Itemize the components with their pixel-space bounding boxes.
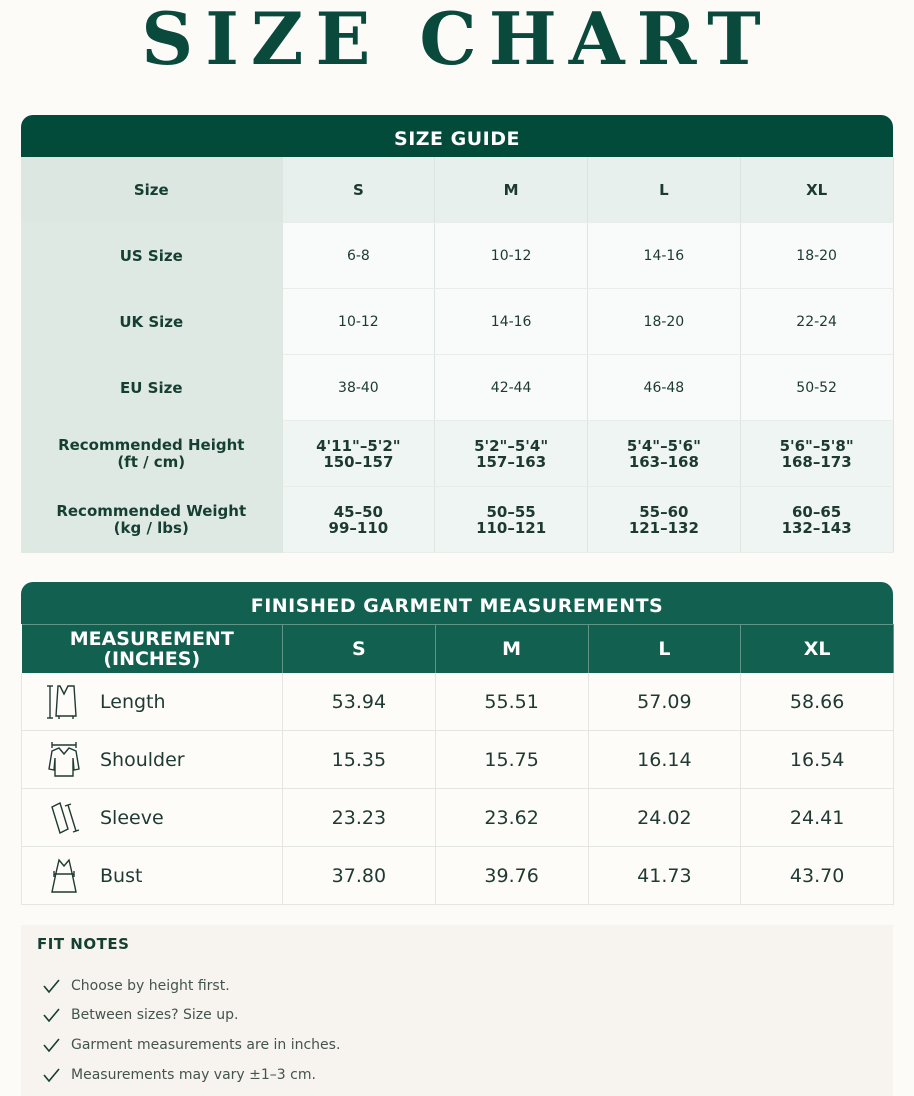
- header-cell: S: [283, 625, 436, 674]
- garment-measurements-heading: FINISHED GARMENT MEASUREMENTS: [21, 582, 893, 624]
- row-label-main: Recommended Weight: [56, 501, 247, 520]
- cell: [435, 421, 588, 487]
- row-label: UK Size: [21, 289, 282, 355]
- sleeve-icon: [46, 799, 82, 837]
- row-label-unit: (kg / lbs): [113, 518, 189, 537]
- cell: 42-44: [435, 355, 588, 421]
- table-row: [22, 731, 894, 789]
- cell: 58.66: [741, 673, 894, 731]
- cell: 14-16: [588, 223, 741, 289]
- cell: 24.02: [588, 789, 741, 847]
- cell: 23.62: [435, 789, 588, 847]
- cell: 15.35: [283, 731, 436, 789]
- measurement-label-cell: [22, 673, 283, 731]
- cell: [740, 421, 893, 487]
- list-item: [41, 1060, 340, 1090]
- cell-line: 99–110: [328, 518, 389, 537]
- size-guide-heading: SIZE GUIDE: [21, 115, 893, 157]
- fit-note-text: Measurements may vary ±1–3 cm.: [71, 1066, 316, 1083]
- cell-line: 150–157: [323, 452, 394, 471]
- cell-line: 5'4"–5'6": [626, 436, 701, 455]
- row-label: [21, 487, 282, 553]
- header-cell: M: [435, 157, 588, 223]
- table-row: [21, 355, 893, 421]
- header-cell: [22, 625, 283, 674]
- cell-line: 121–132: [628, 518, 699, 537]
- header-cell: M: [435, 625, 588, 674]
- cell: [588, 421, 741, 487]
- cell: 22-24: [740, 289, 893, 355]
- fit-note-text: Garment measurements are in inches.: [71, 1036, 341, 1053]
- cell-line: 60–65: [792, 502, 842, 521]
- cell-line: 45–50: [333, 502, 383, 521]
- measurement-label: Sleeve: [100, 806, 164, 829]
- checkmark-icon: [41, 1065, 61, 1085]
- table-row: [21, 487, 893, 553]
- measurement-label-cell: [22, 847, 283, 905]
- header-cell: S: [282, 157, 435, 223]
- fit-notes-panel: [21, 925, 893, 1096]
- cell: 15.75: [435, 731, 588, 789]
- cell-line: 163–168: [628, 452, 699, 471]
- checkmark-icon: [41, 1035, 61, 1055]
- list-item: [41, 971, 340, 1001]
- cell: 18-20: [740, 223, 893, 289]
- cell: 14-16: [435, 289, 588, 355]
- cell: 10-12: [282, 289, 435, 355]
- row-label-main: Recommended Height: [58, 435, 245, 454]
- measurement-label: Shoulder: [100, 748, 185, 771]
- cell: [740, 487, 893, 553]
- cell: 10-12: [435, 223, 588, 289]
- cell-line: 4'11"–5'2": [316, 436, 401, 455]
- cell: 53.94: [283, 673, 436, 731]
- checkmark-icon: [41, 976, 61, 996]
- row-label: US Size: [21, 223, 282, 289]
- dress-length-icon: [46, 683, 82, 721]
- measurement-label: Bust: [100, 864, 143, 887]
- cell: 39.76: [435, 847, 588, 905]
- table-row: [21, 421, 893, 487]
- row-label-unit: (ft / cm): [117, 452, 186, 471]
- cell: 6-8: [282, 223, 435, 289]
- header-cell: L: [588, 157, 741, 223]
- header-line: (INCHES): [103, 648, 201, 670]
- cell: 46-48: [588, 355, 741, 421]
- measurement-label-cell: [22, 789, 283, 847]
- cell-line: 168–173: [781, 452, 852, 471]
- garment-measurements-section: [21, 582, 893, 905]
- bust-icon: [46, 857, 82, 895]
- cell-line: 50–55: [486, 502, 536, 521]
- list-item: [41, 1030, 340, 1060]
- cell-line: 5'6"–5'8": [779, 436, 854, 455]
- table-row: [22, 847, 894, 905]
- measurement-label-cell: [22, 731, 283, 789]
- garment-measurements-table: [21, 624, 894, 905]
- cell: [435, 487, 588, 553]
- cell: 41.73: [588, 847, 741, 905]
- cell: 16.14: [588, 731, 741, 789]
- row-label: EU Size: [21, 355, 282, 421]
- measurement-label: Length: [100, 690, 166, 713]
- fit-notes-heading: FIT NOTES: [37, 935, 130, 953]
- size-guide-section: [21, 115, 893, 553]
- cell-line: 157–163: [476, 452, 547, 471]
- size-guide-table: [21, 157, 894, 553]
- cell-line: 110–121: [476, 518, 547, 537]
- cell-line: 55–60: [639, 502, 689, 521]
- checkmark-icon: [41, 1005, 61, 1025]
- fit-note-text: Choose by height first.: [71, 977, 230, 994]
- cell: 57.09: [588, 673, 741, 731]
- garment-header-row: [22, 625, 894, 674]
- cell: 38-40: [282, 355, 435, 421]
- row-label: [21, 421, 282, 487]
- cell-line: 5'2"–5'4": [474, 436, 549, 455]
- page-title: SIZE CHART: [141, 0, 773, 81]
- list-item: [41, 1001, 340, 1031]
- cell: [588, 487, 741, 553]
- cell: 18-20: [588, 289, 741, 355]
- header-cell: XL: [740, 157, 893, 223]
- cell: 23.23: [283, 789, 436, 847]
- cell: 50-52: [740, 355, 893, 421]
- table-row: [22, 789, 894, 847]
- cell-line: 132–143: [781, 518, 852, 537]
- shoulder-icon: [46, 741, 82, 779]
- cell: 24.41: [741, 789, 894, 847]
- cell: 37.80: [283, 847, 436, 905]
- table-row: [21, 223, 893, 289]
- cell: 16.54: [741, 731, 894, 789]
- cell: [282, 487, 435, 553]
- table-row: [21, 289, 893, 355]
- cell: 55.51: [435, 673, 588, 731]
- table-row: [22, 673, 894, 731]
- header-line: MEASUREMENT: [69, 628, 234, 650]
- fit-note-text: Between sizes? Size up.: [71, 1007, 239, 1024]
- cell: 43.70: [741, 847, 894, 905]
- header-cell: L: [588, 625, 741, 674]
- header-cell: Size: [21, 157, 282, 223]
- cell: [282, 421, 435, 487]
- size-guide-header-row: [21, 157, 893, 223]
- fit-notes-list: [41, 971, 340, 1089]
- header-cell: XL: [741, 625, 894, 674]
